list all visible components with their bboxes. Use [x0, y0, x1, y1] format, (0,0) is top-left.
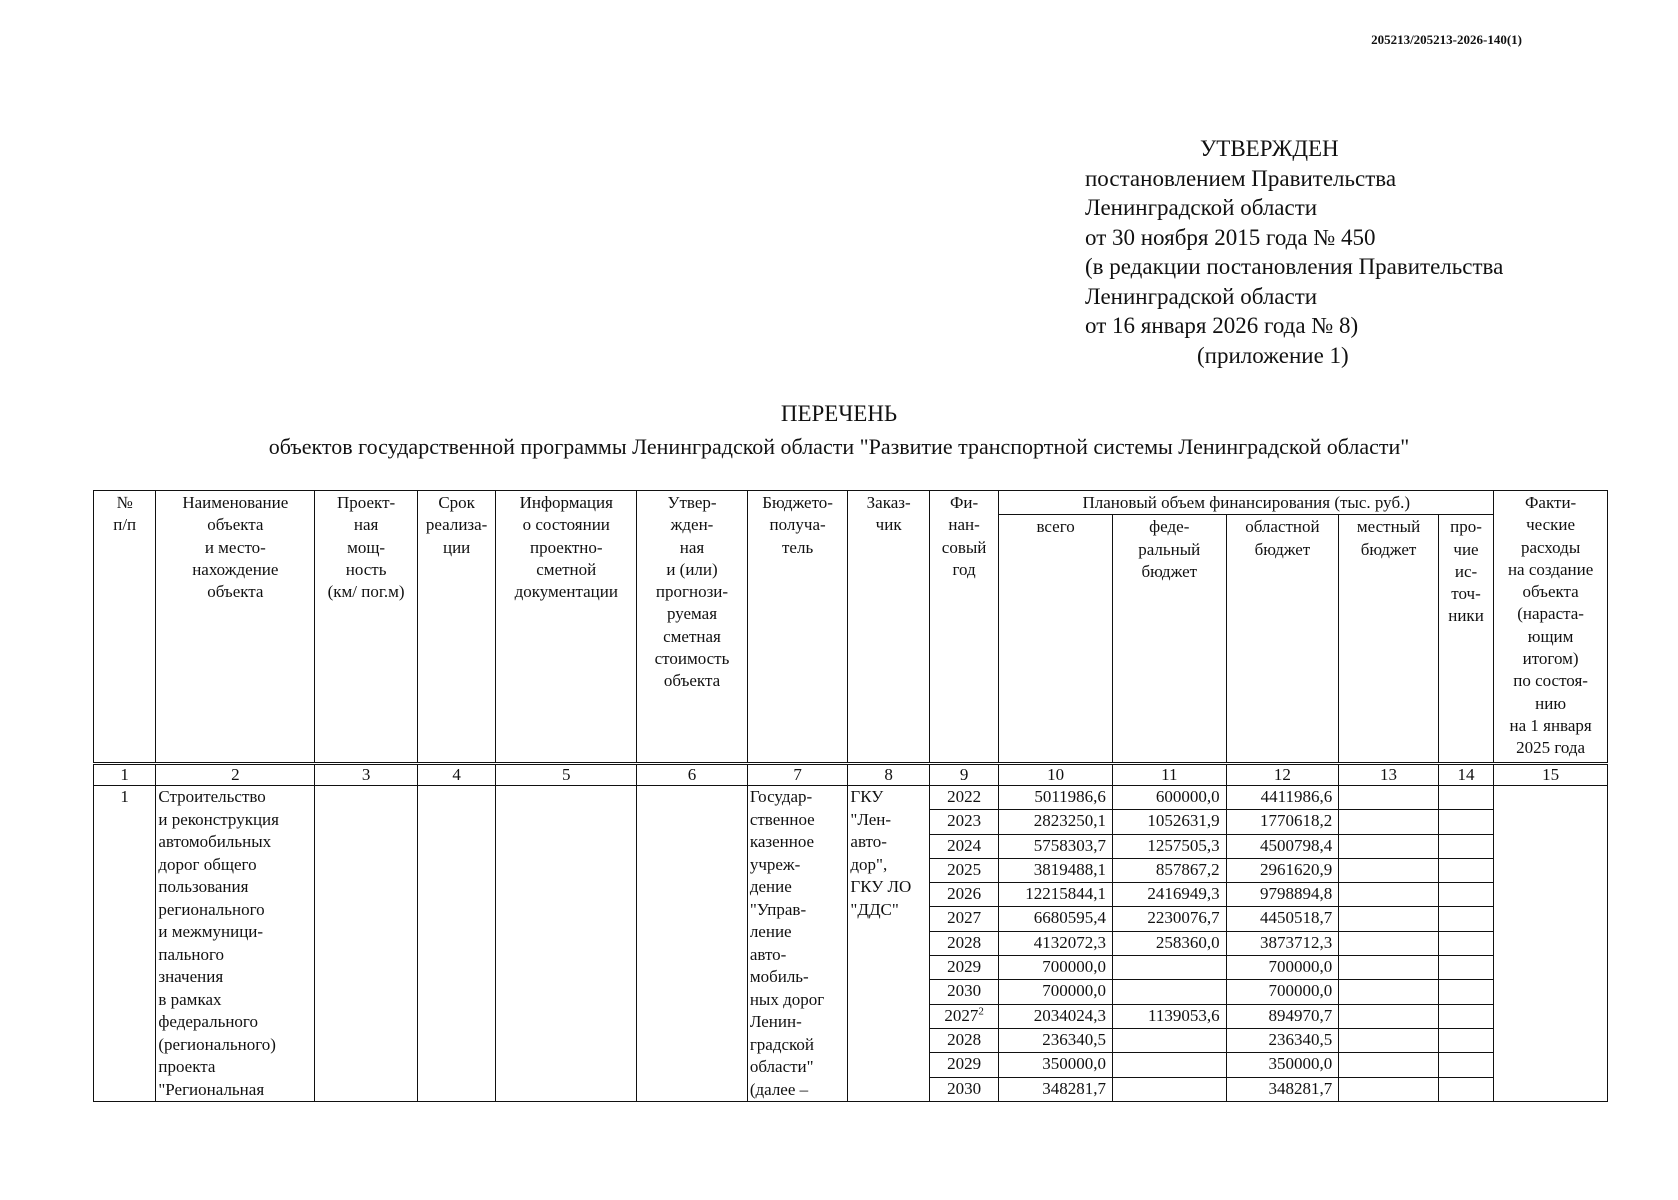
other-sources-amount: [1438, 786, 1493, 810]
federal-budget-amount: 2230076,7: [1112, 907, 1226, 931]
other-sources-amount: [1438, 931, 1493, 955]
total-amount: 700000,0: [999, 980, 1113, 1004]
document-subtitle: объектов государственной программы Ленинградской области "Развитие транспортной системы Ленинградской области": [268, 434, 1410, 459]
local-budget-amount: [1339, 1053, 1439, 1077]
total-amount: 350000,0: [999, 1053, 1113, 1077]
approval-line: Ленинградской области: [1085, 195, 1318, 220]
other-sources-amount: [1438, 834, 1493, 858]
other-sources-amount: [1438, 810, 1493, 834]
column-number: 4: [417, 764, 495, 786]
header-col-5: Информация о состоянии проектно- сметной документации: [496, 491, 637, 764]
table-header-row: [94, 491, 1608, 515]
column-number-row: [94, 764, 1608, 786]
other-sources-amount: [1438, 907, 1493, 931]
federal-budget-amount: 2416949,3: [1112, 883, 1226, 907]
local-budget-amount: [1339, 810, 1439, 834]
column-number: 12: [1226, 764, 1339, 786]
local-budget-amount: [1339, 956, 1439, 980]
financial-year-value: 2027: [947, 908, 982, 928]
approval-line: от 30 ноября 2015 года № 450: [1085, 224, 1376, 250]
federal-budget-amount: [1112, 980, 1226, 1004]
local-budget-amount: [1339, 931, 1439, 955]
regional-budget-amount: 1770618,2: [1226, 810, 1339, 834]
federal-budget-amount: 1052631,9: [1112, 810, 1226, 834]
regional-budget-amount: 700000,0: [1226, 980, 1339, 1004]
header-col-10: всего: [999, 515, 1113, 764]
header-col-13: местный бюджет: [1339, 515, 1439, 764]
document-title: ПЕРЕЧЕНЬ: [780, 401, 898, 426]
regional-budget-amount: 348281,7: [1226, 1077, 1339, 1101]
financial-year: [929, 1077, 998, 1101]
column-number: 10: [999, 764, 1113, 786]
financial-year: [929, 810, 998, 834]
local-budget-amount: [1339, 907, 1439, 931]
total-amount: 12215844,1: [999, 883, 1113, 907]
approval-stamp-block: [1085, 134, 1625, 370]
table-row: [94, 786, 1608, 810]
total-amount: 700000,0: [999, 956, 1113, 980]
local-budget-amount: [1339, 883, 1439, 907]
financial-year-value: 2025: [947, 859, 982, 879]
regional-budget-amount: 3873712,3: [1226, 931, 1339, 955]
federal-budget-amount: 258360,0: [1112, 931, 1226, 955]
header-col-11: феде- ральный бюджет: [1112, 515, 1226, 764]
header-col-2: Наименование объекта и место- нахождение объекта: [156, 491, 315, 764]
header-col-6: Утвер- жден- ная и (или) прогнози- руемая сметная стоимость объекта: [637, 491, 748, 764]
financial-year: [929, 980, 998, 1004]
project-capacity: [315, 786, 418, 1102]
federal-budget-amount: [1112, 1077, 1226, 1101]
header-col-4: Срок реализа- ции: [417, 491, 495, 764]
federal-budget-amount: 1139053,6: [1112, 1004, 1226, 1028]
objects-table: [93, 490, 1608, 1102]
local-budget-amount: [1339, 858, 1439, 882]
header-col-15: Факти- ческие расходы на создание объекта (нараста- ющим итогом) по состоя- нию на 1 января 2025 года: [1494, 491, 1608, 764]
total-amount: 5758303,7: [999, 834, 1113, 858]
other-sources-amount: [1438, 858, 1493, 882]
header-col-3: Проект- ная мощ- ность (км/ пог.м): [315, 491, 418, 764]
other-sources-amount: [1438, 980, 1493, 1004]
local-budget-amount: [1339, 1028, 1439, 1052]
local-budget-amount: [1339, 1004, 1439, 1028]
federal-budget-amount: [1112, 1028, 1226, 1052]
footnote-marker: 2: [978, 1005, 984, 1018]
federal-budget-amount: [1112, 1053, 1226, 1077]
financial-year-value: 2028: [947, 932, 982, 952]
regional-budget-amount: 894970,7: [1226, 1004, 1339, 1028]
approval-line: (в редакции постановления Правительства: [1085, 254, 1504, 279]
financial-year-value: 2029: [947, 1054, 982, 1074]
column-number: 7: [747, 764, 848, 786]
federal-budget-amount: 1257505,3: [1112, 834, 1226, 858]
total-amount: 4132072,3: [999, 931, 1113, 955]
total-amount: 6680595,4: [999, 907, 1113, 931]
object-number: 1: [94, 786, 156, 1102]
header-col-7: Бюджето- получа- тель: [747, 491, 848, 764]
financial-year: [929, 907, 998, 931]
budget-recipient: Государ- ственное казенное учреж- дение "Управ- ление авто- мобиль- ных дорог Ленин- градской области" (далее –: [747, 786, 848, 1102]
federal-budget-amount: [1112, 956, 1226, 980]
financial-year-value: 2022: [947, 787, 982, 806]
financial-year: [929, 858, 998, 882]
federal-budget-amount: 600000,0: [1112, 786, 1226, 810]
other-sources-amount: [1438, 1077, 1493, 1101]
header-col-12: областной бюджет: [1226, 515, 1339, 764]
approval-line: постановлением Правительства: [1085, 165, 1397, 191]
column-number: 15: [1494, 764, 1608, 786]
financial-year-value: 2023: [947, 811, 982, 831]
local-budget-amount: [1339, 834, 1439, 858]
other-sources-amount: [1438, 956, 1493, 980]
total-amount: 2823250,1: [999, 810, 1113, 834]
column-number: 11: [1112, 764, 1226, 786]
federal-budget-amount: 857867,2: [1112, 858, 1226, 882]
financial-year: [929, 1053, 998, 1077]
header-col-8: Заказ- чик: [848, 491, 929, 764]
financial-year-value: 2029: [947, 957, 982, 977]
financial-year-value: 2026: [947, 884, 982, 904]
column-number: 2: [156, 764, 315, 786]
financial-year-value: 2030: [947, 1078, 982, 1098]
other-sources-amount: [1438, 1004, 1493, 1028]
approval-line: Ленинградской области: [1085, 283, 1318, 309]
other-sources-amount: [1438, 1028, 1493, 1052]
column-number: 14: [1438, 764, 1493, 786]
document-id: 205213/205213-2026-140(1): [1371, 32, 1522, 47]
regional-budget-amount: 350000,0: [1226, 1053, 1339, 1077]
local-budget-amount: [1339, 786, 1439, 810]
local-budget-amount: [1339, 980, 1439, 1004]
actual-expenses: [1494, 786, 1608, 1102]
approval-line: от 16 января 2026 года № 8): [1085, 313, 1359, 338]
column-number: 6: [637, 764, 748, 786]
column-number: 5: [496, 764, 637, 786]
regional-budget-amount: 700000,0: [1226, 956, 1339, 980]
financial-year: [929, 956, 998, 980]
other-sources-amount: [1438, 883, 1493, 907]
total-amount: 5011986,6: [999, 786, 1113, 810]
financial-year-value: 2028: [947, 1029, 982, 1049]
customer: ГКУ "Лен- авто- дор", ГКУ ЛО "ДДС": [848, 786, 929, 1102]
column-number: 1: [94, 764, 156, 786]
object-name: Строительство и реконструкция автомобильных дорог общего пользования регионального и межмуници- пального значения в рамках федерального (регионального) проекта "Региональная: [156, 786, 315, 1102]
header-col-9: Фи- нан- совый год: [929, 491, 998, 764]
table-body: [94, 786, 1608, 1102]
regional-budget-amount: 9798894,8: [1226, 883, 1339, 907]
estimated-cost: [637, 786, 748, 1102]
header-col-1: № п/п: [94, 491, 156, 764]
financial-year-value: 2027: [944, 1005, 979, 1025]
other-sources-amount: [1438, 1053, 1493, 1077]
financial-year: [929, 1004, 998, 1028]
total-amount: 2034024,3: [999, 1004, 1113, 1028]
regional-budget-amount: 4450518,7: [1226, 907, 1339, 931]
header-financing-group: Плановый объем финансирования (тыс. руб.): [999, 491, 1494, 515]
regional-budget-amount: 4500798,4: [1226, 834, 1339, 858]
implementation-period: [417, 786, 495, 1102]
design-docs-status: [496, 786, 637, 1102]
local-budget-amount: [1339, 1077, 1439, 1101]
financial-year: [929, 786, 998, 810]
financial-year-value: 2024: [947, 835, 982, 855]
total-amount: 236340,5: [999, 1028, 1113, 1052]
regional-budget-amount: 4411986,6: [1226, 786, 1339, 810]
column-number: 8: [848, 764, 929, 786]
financial-year: [929, 1028, 998, 1052]
financial-year: [929, 834, 998, 858]
total-amount: 3819488,1: [999, 858, 1113, 882]
financial-year: [929, 931, 998, 955]
header-col-14: про- чие ис- точ- ники: [1438, 515, 1493, 764]
approval-appendix-note: (приложение 1): [1197, 342, 1349, 368]
approval-heading: УТВЕРЖДЕН: [1200, 136, 1339, 161]
column-number: 9: [929, 764, 998, 786]
regional-budget-amount: 2961620,9: [1226, 858, 1339, 882]
column-number: 3: [315, 764, 418, 786]
column-number: 13: [1339, 764, 1439, 786]
financial-year-value: 2030: [947, 981, 982, 1001]
financial-year: [929, 883, 998, 907]
total-amount: 348281,7: [999, 1077, 1113, 1101]
regional-budget-amount: 236340,5: [1226, 1028, 1339, 1052]
